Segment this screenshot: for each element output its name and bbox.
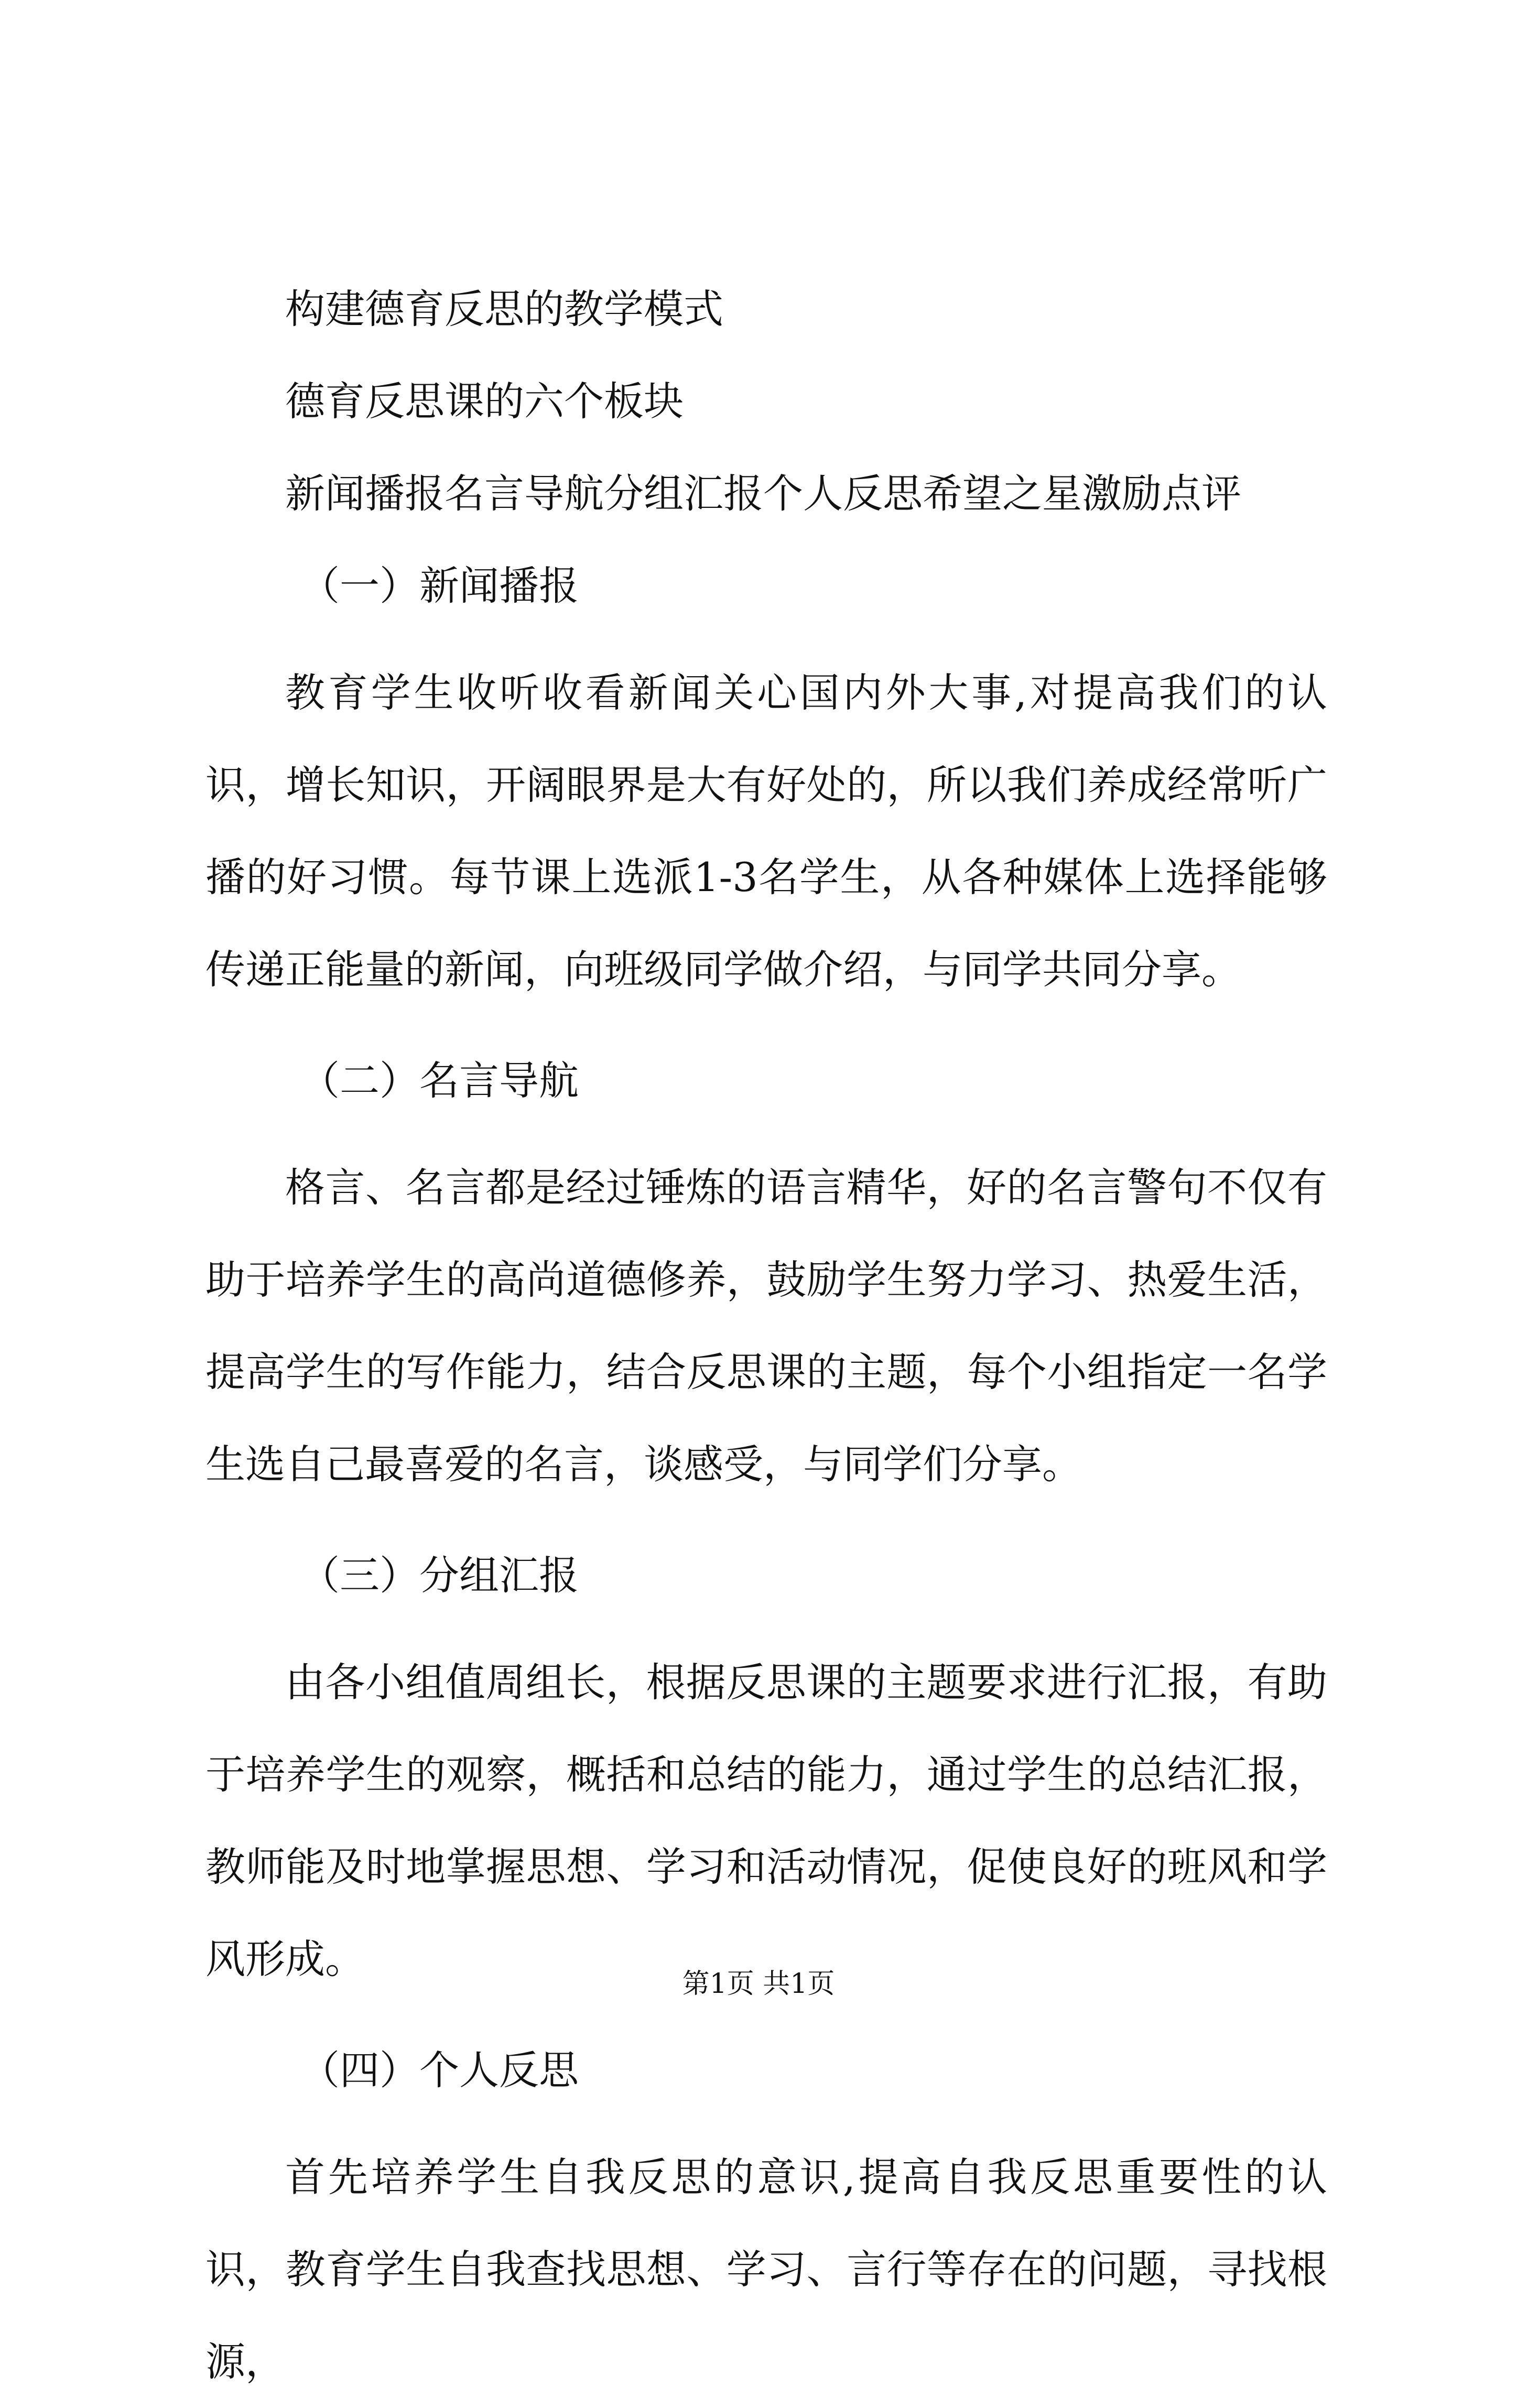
- section-paragraph-4: 首先培养学生自我反思的意识,提高自我反思重要性的认识，教育学生自我查找思想、学习、言行等存在的问题，寻找根源，: [205, 2154, 1327, 2385]
- section-paragraph-3: 由各小组值周组长，根据反思课的主题要求进行汇报，有助于培养学生的观察，概括和总结的能力，通过学生的总结汇报，教师能及时地掌握思想、学习和活动情况，促使良好的班风和学风形成。: [205, 1659, 1327, 1982]
- page-footer: 第1页 共1页: [682, 1968, 835, 2000]
- document-body: [205, 278, 1327, 2408]
- section-paragraph-1: 教育学生收听收看新闻关心国内外大事,对提高我们的认识，增长知识，开阔眼界是大有好处的，所以我们养成经常听广播的好习惯。每节课上选派1-3名学生，从各种媒体上选择能够传递正能量的新闻，向班级同学做介绍，与同学共同分享。: [205, 669, 1327, 993]
- document-title: 构建德育反思的教学模式: [285, 286, 723, 332]
- section-heading-3: （三）分组汇报: [300, 1552, 579, 1599]
- section-heading-1: （一）新闻播报: [300, 562, 579, 609]
- section-paragraph-2: 格言、名言都是经过锤炼的语言精华，好的名言警句不仅有助于培养学生的高尚道德修养，鼓励学生努力学习、热爱生活，提高学生的写作能力，结合反思课的主题，每个小组指定一名学生选自己最喜爱的名言，谈感受，与同学们分享。: [205, 1164, 1327, 1488]
- section-heading-2: （二）名言导航: [300, 1057, 579, 1104]
- document-subtitle: 德育反思课的六个板块: [285, 378, 684, 425]
- section-heading-4: （四）个人反思: [300, 2047, 579, 2094]
- module-list-line: 新闻播报名言导航分组汇报个人反思希望之星激励点评: [285, 470, 1241, 517]
